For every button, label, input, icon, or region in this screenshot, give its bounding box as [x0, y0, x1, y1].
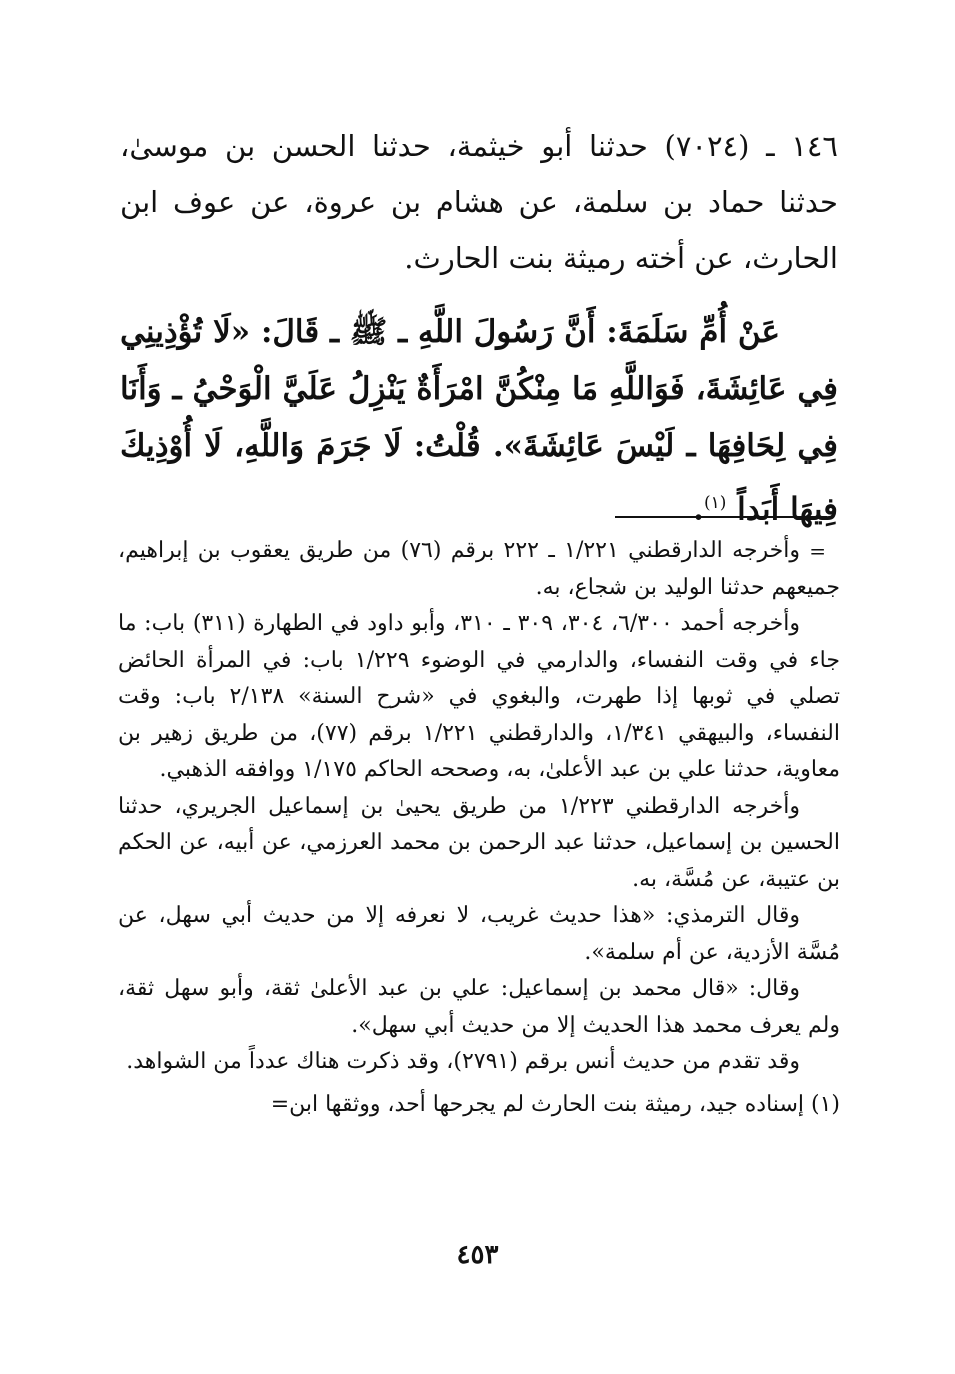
- footnote-paragraph: وأخرجه الدارقطني ١/٢٢٣ من طريق يحيىٰ بن إسماعيل الجريري، حدثنا الحسين بن إسماعيل، حدثنا عبد الرحمن بن محمد العرزمي، عن أبيه، عن الحكم بن عتيبة، عن مُسَّة، به.: [118, 793, 840, 892]
- hadith-end-mark: .: [693, 491, 704, 528]
- footnote-paragraph: وقال: «قال محمد بن إسماعيل: علي بن عبد الأعلىٰ ثقة، وأبو سهل ثقة، ولم يعرف محمد هذا الحديث إلا من حديث أبي سهل».: [118, 976, 840, 1038]
- footnote-separator: [615, 516, 827, 518]
- hadith-matn-text: عَنْ أُمِّ سَلَمَةَ: أَنَّ رَسُولَ اللَّهِ ـ ﷺ ـ قَالَ: «لَا تُؤْذِينِي فِي عَائِشَةَ، فَوَاللَّهِ مَا مِنْكُنَّ امْرَأَةٌ يَنْزِلُ عَلَيَّ الْوَحْيُ ـ وَأَنَا فِي لِحَافِهَا ـ لَيْسَ عَائِشَةَ». قُلْتُ: لَا جَرَمَ وَاللَّهِ، لَا أُوْذِيكَ فِيهَا أَبَداً: [120, 314, 838, 528]
- footnote-paragraph: وأخرجه أحمد ٦/٣٠٠، ٣٠٤، ٣٠٩ ـ ٣١٠، وأبو داود في الطهارة (٣١١) باب: ما جاء في وقت النفساء، والدارمي في الوضوء ١/٢٢٩ باب: في المرأة الحائض تصلي في ثوبها إذا طهرت، والبغوي في «شرح السنة» ٢/١٣٨ باب: وقت النفساء، والبيهقي ١/٣٤١، والدارقطني ١/٢٢١ برقم (٧٧)، من طريق زهير بن معاوية، حدثنا علي بن عبد الأعلىٰ، به، وصححه الحاكم ١/١٧٥ ووافقه الذهبي.: [118, 611, 840, 782]
- hadith-matn: [120, 304, 838, 538]
- footnote-1: (١) إسناده جيد، رميثة بنت الحارث لم يجرحها أحد، ووثقها ابن=: [270, 1091, 840, 1117]
- footnote-reference: (١): [703, 493, 727, 513]
- hadith-block: [120, 118, 838, 538]
- footnote-paragraph: وقال الترمذي: «هذا حديث غريب، لا نعرفه إلا من حديث أبي سهل، عن مُسَّة الأزدية، عن أم سلمة».: [118, 903, 840, 965]
- footnotes: [118, 533, 840, 1123]
- footnote-text: وأخرجه الدارقطني ١/٢٢١ ـ ٢٢٢ برقم (٧٦) من طريق يعقوب بن إبراهيم، جميعهم حدثنا الوليد بن شجاع، به.: [118, 538, 840, 600]
- hadith-isnad: ١٤٦ ـ (٧٠٢٤) حدثنا أبو خيثمة، حدثنا الحسن بن موسىٰ، حدثنا حماد بن سلمة، عن هشام بن عروة، عن عوف ابن الحارث، عن أخته رميثة بنت الحارث.: [120, 129, 838, 275]
- page-number: ٤٥٣: [456, 1240, 499, 1270]
- footnote-paragraph: [118, 533, 840, 606]
- continuation-mark: =: [809, 539, 826, 563]
- footnote-paragraph: وقد تقدم من حديث أنس برقم (٢٧٩١)، وقد ذكرت هناك عدداً من الشواهد.: [126, 1049, 800, 1074]
